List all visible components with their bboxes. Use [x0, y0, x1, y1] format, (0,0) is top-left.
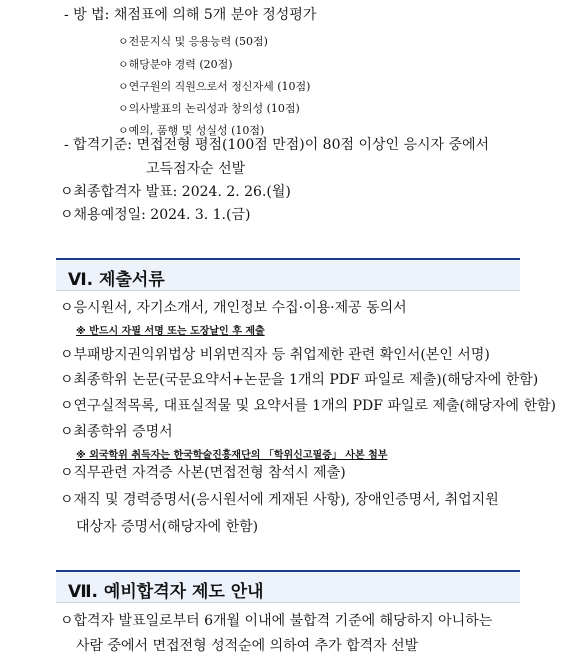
method-item: ㅇ연구원의 직원으로서 정신자세 (10점): [118, 80, 311, 93]
method-label: - 방 법: 채점표에 의해 5개 분야 정성평가: [64, 7, 317, 23]
section-6-title: Ⅵ. 제출서류: [68, 270, 165, 290]
doc-note: ※ 외국학위 취득자는 한국학술진흥재단의 「학위신고필증」 사본 첨부: [76, 450, 388, 461]
method-item: ㅇ예의, 품행 및 성실성 (10점): [118, 124, 265, 137]
section-6-header: [56, 258, 520, 291]
doc-item: ㅇ연구실적목록, 대표실적물 및 요약서를 1개의 PDF 파일로 제출(해당자에 한함): [60, 398, 556, 414]
doc-item: ㅇ부패방지권익위법상 비위면직자 등 취업제한 관련 확인서(본인 서명): [60, 347, 490, 363]
doc-note: ※ 반드시 자필 서명 또는 도장날인 후 제출: [76, 326, 265, 337]
section-7-header: [56, 570, 520, 603]
final-announce: ㅇ최종합격자 발표: 2024. 2. 26.(월): [60, 184, 291, 200]
section-7-title: Ⅶ. 예비합격자 제도 안내: [68, 582, 264, 602]
doc-item: ㅇ최종학위 증명서: [60, 424, 173, 440]
doc-item: ㅇ재직 및 경력증명서(응시원서에 게재된 사항), 장애인증명서, 취업지원: [60, 492, 499, 508]
reserve-line2: 사람 중에서 면접전형 성적순에 의하여 추가 합격자 선발: [76, 638, 419, 654]
pass-criteria-line2: 고득점자순 선발: [146, 161, 246, 177]
method-item: ㅇ해당분야 경력 (20점): [118, 58, 233, 71]
doc-item-cont: 대상자 증명서(해당자에 한함): [76, 519, 259, 535]
doc-item: ㅇ최종학위 논문(국문요약서+논문을 1개의 PDF 파일로 제출)(해당자에 한함): [60, 372, 539, 388]
method-item: ㅇ전문지식 및 응용능력 (50점): [118, 35, 268, 48]
pass-criteria-line1: - 합격기준: 면접전형 평점(100점 만점)이 80점 이상인 응시자 중에서: [64, 137, 490, 153]
start-date: ㅇ채용예정일: 2024. 3. 1.(금): [60, 207, 251, 223]
doc-item: ㅇ응시원서, 자기소개서, 개인정보 수집·이용·제공 동의서: [60, 300, 407, 316]
reserve-line1: ㅇ합격자 발표일로부터 6개월 이내에 불합격 기준에 해당하지 아니하는: [60, 613, 493, 629]
method-item: ㅇ의사발표의 논리성과 창의성 (10점): [118, 102, 300, 115]
doc-item: ㅇ직무관련 자격증 사본(면접전형 참석시 제출): [60, 465, 346, 481]
